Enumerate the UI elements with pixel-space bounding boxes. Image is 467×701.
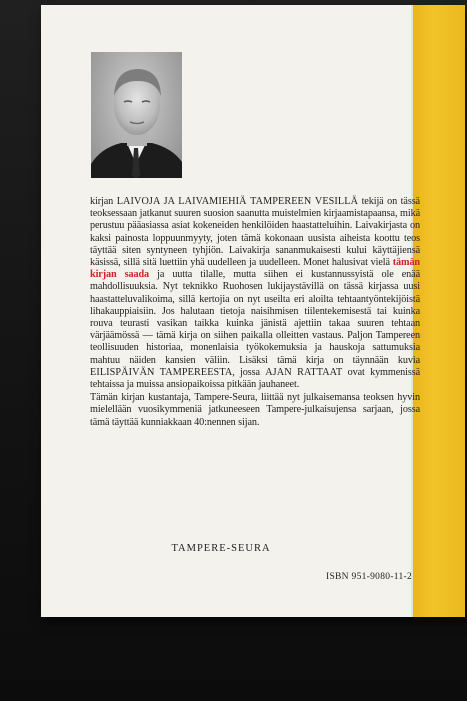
text-run: kirjan — [90, 196, 117, 207]
author-portrait-icon — [91, 52, 182, 178]
author-photo — [91, 52, 182, 178]
text-run: ja uutta tilalle, mutta siihen ei kustannussyistä ole enää mahdollisuuksia. Nyt teknikko Ruohosen lukijaystävillä on tässä kirjassa uusi haastatteluvalikoima, sillä kertojia on nyt useilta eri aloilta tehtaantyöntekijöistä lihakauppiaisiin. Jos halutaan tietoja naisihmisen tiilentekemisestä tai kuinka rouva teurasti vasikan taikka kuinka jänistä ajettiin takaa suuren tehtaan värjäämössä — tämä kirja on siihen paikalla olleitten vastaus. Paljon Tampereen teollisuuden historiaa, monenlaisia työkokemuksia ja hauskoja sattumuksia mahtuu näiden kansien väliin. Lisäksi tämä kirja on täynnään kuvia — [90, 269, 420, 366]
text-run: Tämän kirjan kustantaja, Tampere-Seura, liittää nyt julkaisemansa teoksen hyvin mielellään vuosikymmeniä jatkuneeseen Tampere-julkaisujensa sarjaan, jossa tämä täyttää kunniakkaan 40:nennen sijan. — [90, 392, 420, 428]
blurb-paragraph — [90, 196, 420, 391]
red-overlay-text: tämän kirjan saada — [90, 257, 420, 281]
publisher-paragraph — [90, 392, 420, 429]
blurb-text — [90, 196, 420, 430]
text-run: tekijä on tässä teoksessaan jatkanut suuren suosion saanutta muistelmien kirjaamistapaansa, mikä perustuu pääasiassa asiat kokeneiden henkilöiden haastatteluihin. Laivakirjasta on kaksi painosta loppuunmyyty, joten tämä kokonaan uusista aiheista koottu teos täyttää siten syntyneen tyhjiön. Laivakirja sananmukaisesti kului käyttäjiensä käsissä, sillä sitä luettiin yhä uudelleen ja uudelleen. Monet halusivat vielä — [90, 196, 420, 269]
book-title-laivoja: LAIVOJA JA LAIVAMIEHIÄ TAMPEREEN VESILLÄ — [116, 196, 359, 207]
book-title-eilispaivan: EILISPÄIVÄN TAMPEREESTA — [90, 366, 233, 378]
isbn: ISBN 951-9080-11-2 — [326, 572, 413, 582]
text-run: ovat kymmenissä tehtaissa ja muissa ansiopaikoissa pitkään jauhaneet. — [90, 366, 421, 391]
text-run: , jossa — [232, 366, 266, 378]
publisher-name: TAMPERE-SEURA — [171, 543, 271, 554]
book-back-cover — [41, 5, 465, 617]
book-title-ajan-rattaat: AJAN RATTAAT — [265, 366, 343, 378]
